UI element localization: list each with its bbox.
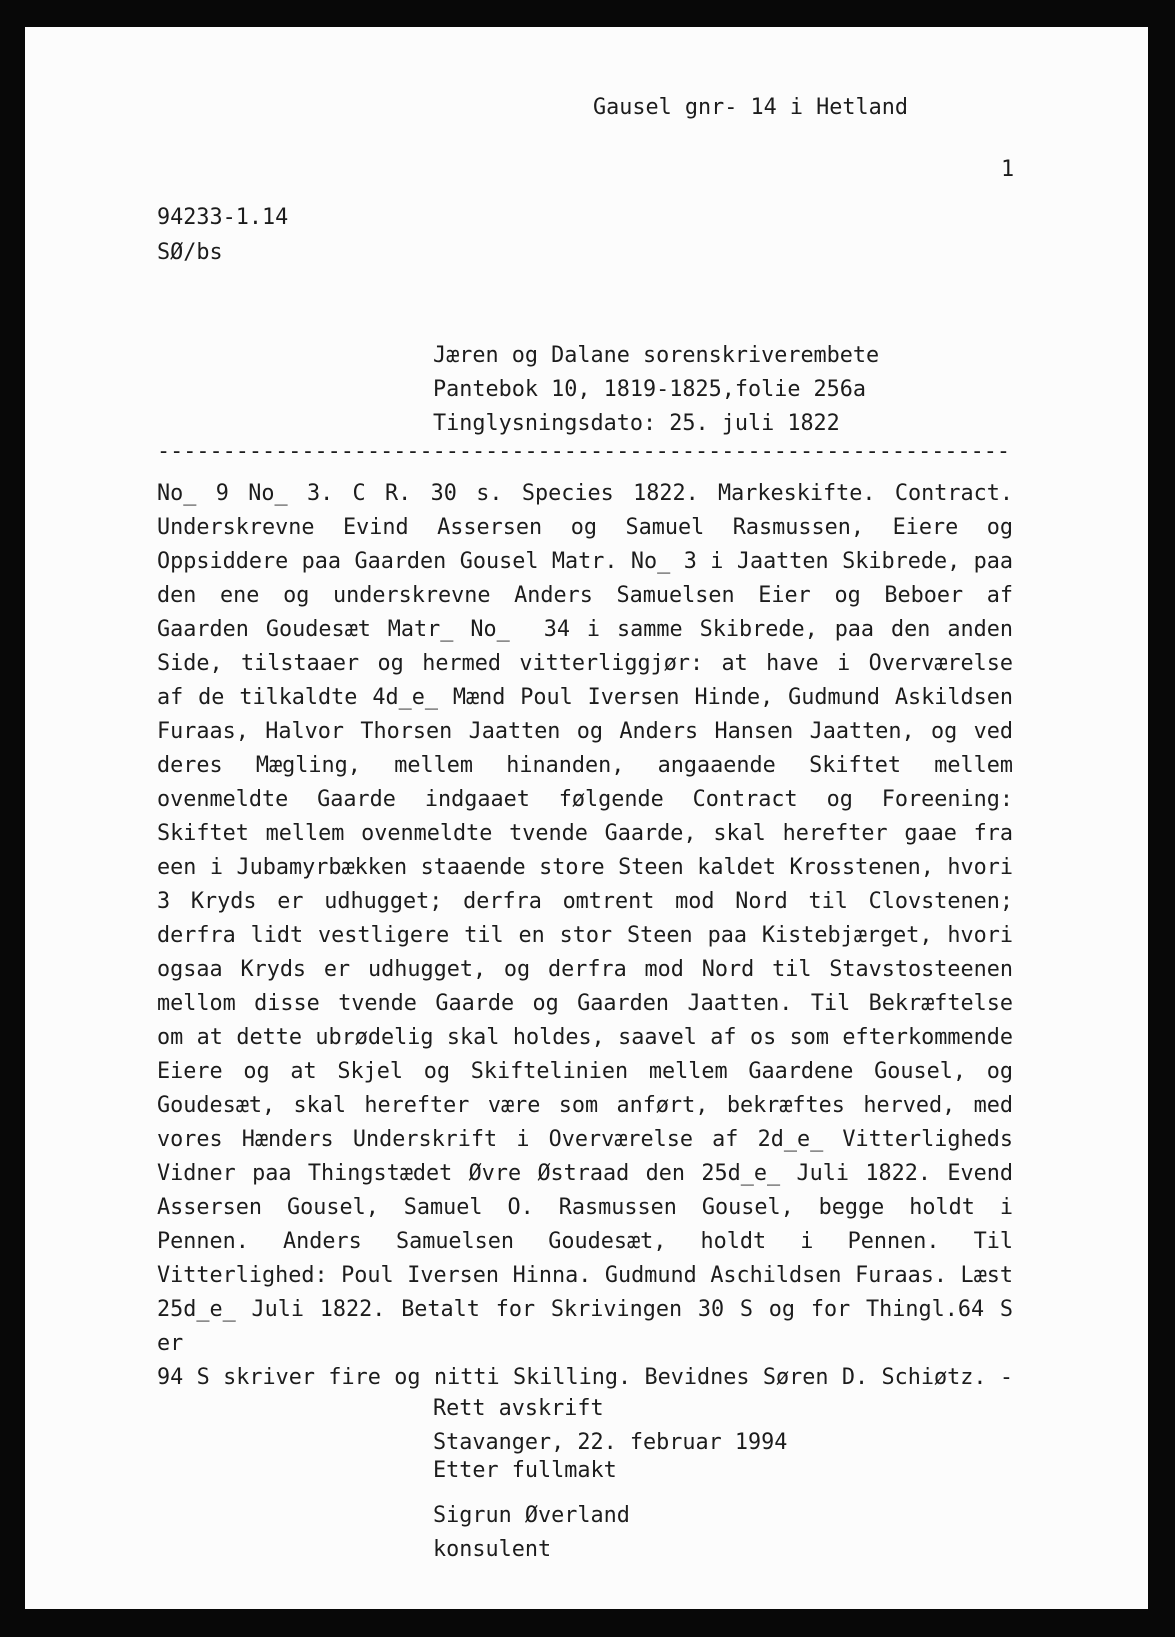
body-line: ovenmeldte Gaarde indgaaet følgende Contract og Foreening: (157, 787, 1013, 812)
body-line: Skiftet mellem ovenmeldte tvende Gaarde, skal herefter gaae fra (157, 821, 1013, 846)
body-line: den ene og underskrevne Anders Samuelsen Eier og Beboer af (157, 583, 1013, 608)
body-line: Gaarden Goudesæt Matr̲ No̲ 34 i samme Skibrede, paa den anden (157, 617, 1013, 642)
body-line: mellom disse tvende Gaarde og Gaarden Jaatten. Til Bekræftelse (157, 991, 1013, 1016)
body-line: Vitterlighed: Poul Iversen Hinna. Gudmund Aschildsen Furaas. Læst (157, 1263, 1013, 1288)
body-line: Assersen Gousel, Samuel O. Rasmussen Gousel, begge holdt i (157, 1195, 1013, 1220)
body-line: 3 Kryds er udhugget; derfra omtrent mod Nord til Clovstenen; (157, 889, 1013, 914)
divider-line: ----------------------------------------------------------------- (157, 439, 1010, 464)
body-line: Pennen. Anders Samuelsen Goudesæt, holdt i Pennen. Til (157, 1229, 1013, 1254)
signature-line: Sigrun Øverland (433, 1503, 630, 1528)
body-line: Eiere og at Skjel og Skiftelinien mellem Gaardene Gousel, og (157, 1059, 1013, 1084)
body-line: Underskrevne Evind Assersen og Samuel Rasmussen, Eiere og (157, 515, 1013, 540)
citation-line: Tinglysningsdato: 25. juli 1822 (433, 411, 840, 436)
document-header: Gausel gnr- 14 i Hetland (593, 95, 908, 120)
body-line: ogsaa Kryds er udhugget, og derfra mod Nord til Stavstosteenen (157, 957, 1013, 982)
attestation-line: Etter fullmakt (433, 1458, 617, 1483)
body-line: Goudesæt, skal herefter være som anført, bekræftes herved, med (157, 1093, 1013, 1118)
body-line: Vidner paa Thingstædet Øvre Østraad den 25d̲e̲ Juli 1822. Evend (157, 1161, 1013, 1186)
archive-reference (157, 200, 288, 270)
attestation-line: Stavanger, 22. februar 1994 (433, 1430, 788, 1455)
body-line: deres Mægling, mellem hinanden, angaaende Skiftet mellem (157, 753, 1013, 778)
body-line: om at dette ubrødelig skal holdes, saavel af os som efterkommende (157, 1025, 1013, 1050)
body-line: Side, tilstaaer og hermed vitterliggjør: at have i Overværelse (157, 651, 1013, 676)
body-line: af de tilkaldte 4d̲e̲ Mænd Poul Iversen Hinde, Gudmund Askildsen (157, 685, 1013, 710)
citation-line: Jæren og Dalane sorenskriverembete (433, 343, 880, 368)
reference-line: SØ/bs (157, 240, 223, 265)
body-line: Oppsiddere paa Gaarden Gousel Matr. No̲ 3 i Jaatten Skibrede, paa (157, 549, 1013, 574)
document-page (25, 27, 1148, 1609)
body-line: Furaas, Halvor Thorsen Jaatten og Anders Hansen Jaatten, og ved (157, 719, 1013, 744)
attestation-line: Rett avskrift (433, 1396, 604, 1421)
body-line: derfra lidt vestligere til en stor Steen paa Kistebjærget, hvori (157, 923, 1013, 948)
body-line: 25d̲e̲ Juli 1822. Betalt for Skrivingen 30 S og for Thingl.64 S er (157, 1297, 1013, 1356)
body-line: 94 S skriver fire og nitti Skilling. Bevidnes Søren D. Schiøtz. - (157, 1365, 1013, 1390)
body-line: vores Hænders Underskrift i Overværelse af 2d̲e̲ Vitterligheds (157, 1127, 1013, 1152)
body-line: No̲ 9 No̲ 3. C R. 30 s. Species 1822. Markeskifte. Contract. (157, 481, 1013, 506)
body-line: een i Jubamyrbækken staaende store Steen kaldet Krosstenen, hvori (157, 855, 1013, 880)
citation-line: Pantebok 10, 1819-1825,folie 256a (433, 377, 867, 402)
attestation-block (433, 1392, 787, 1488)
page-number: 1 (1001, 157, 1015, 182)
document-body (157, 477, 1013, 1395)
signature-block (433, 1499, 630, 1567)
source-citation (433, 339, 879, 441)
reference-line: 94233-1.14 (157, 205, 289, 230)
signature-line: konsulent (433, 1537, 552, 1562)
